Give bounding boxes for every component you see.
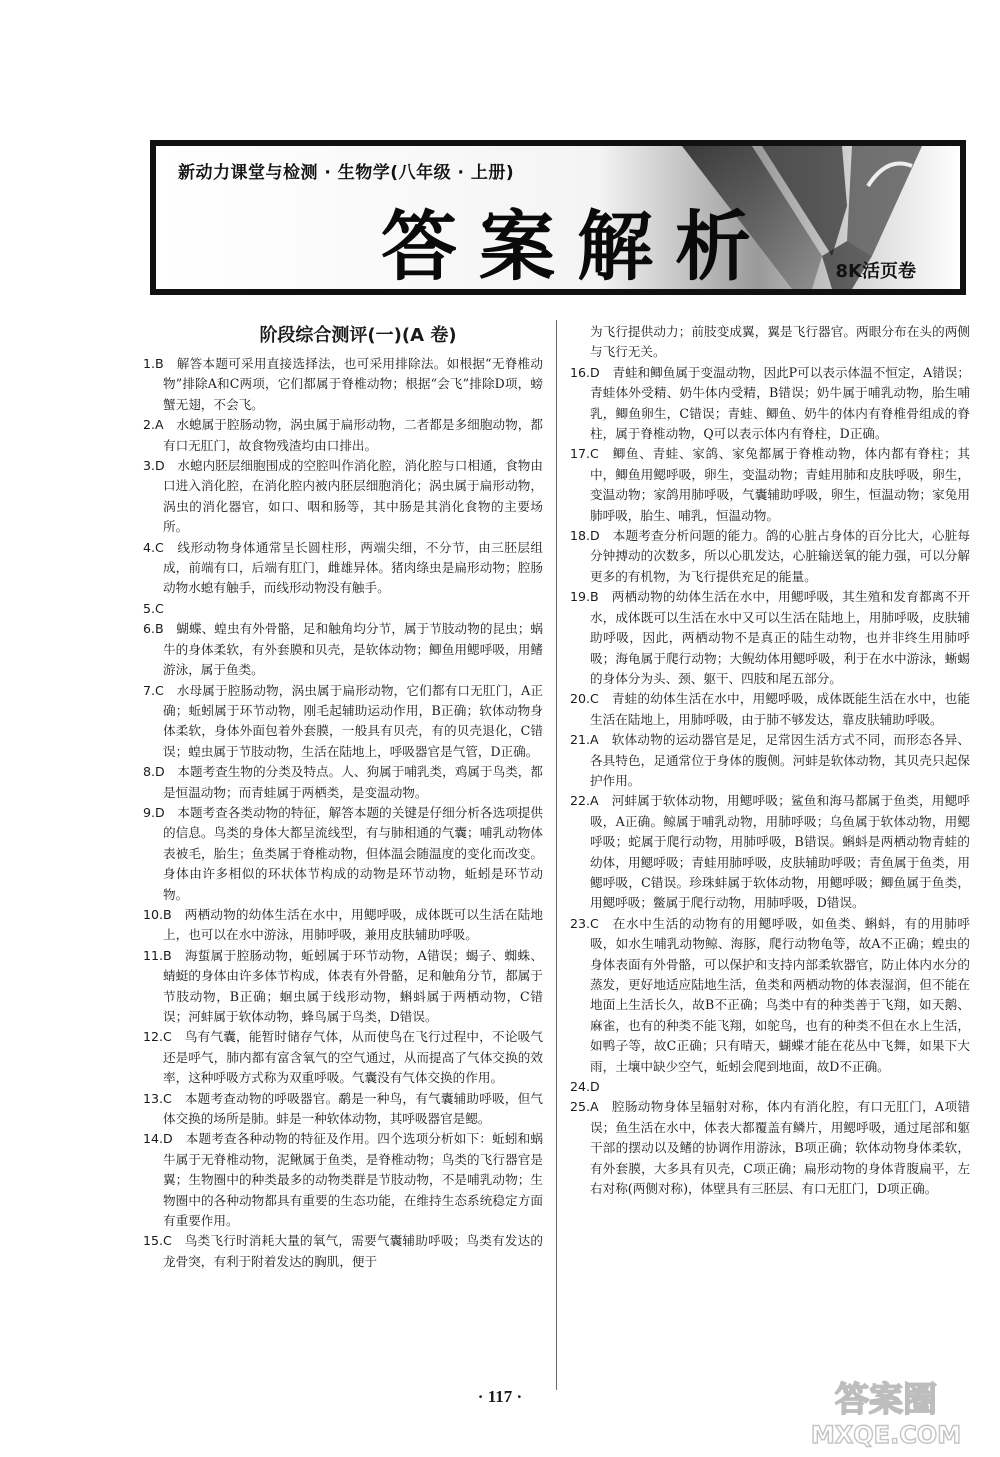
answer-item: 12.C 鸟有气囊，能暂时储存气体，从而使鸟在飞行过程中，不论吸气还是呼气，肺内都有富含氧气的空气通过，从而提高了气体交换的效率，这种呼吸方式称为双重呼吸。气囊没有气体交换的作用。	[143, 1029, 544, 1086]
answer-item: 6.B 蝴蝶、蝗虫有外骨骼，足和触角均分节，属于节肢动物的昆虫；蜗牛的身体柔软，有外套膜和贝壳，是软体动物；鲫鱼用鳃呼吸，用鳍游泳，属于鱼类。	[143, 621, 544, 678]
book-series-title: 新动力课堂与检测 · 生物学(八年级 · 上册)	[178, 163, 515, 183]
left-column	[143, 322, 543, 1272]
answer-item: 17.C 鲫鱼、青蛙、家鸽、家兔都属于脊椎动物，体内都有脊柱；其中，鲫鱼用鳃呼吸，卵生，变温动物；青蛙用肺和皮肤呼吸，卵生，变温动物；家鸽用肺呼吸，气囊辅助呼吸，卵生，恒温动物；家兔用肺呼吸，胎生、哺乳，恒温动物。	[570, 446, 971, 523]
page-number: · 117 ·	[477, 1387, 523, 1406]
answer-item: 16.D 青蛙和鲫鱼属于变温动物，因此P可以表示体温不恒定，A错误；青蛙体外受精、奶牛体内受精，B错误；奶牛属于哺乳动物，胎生哺乳，鲫鱼卵生，C错误；青蛙、鲫鱼、奶牛的体内有脊椎骨组成的脊柱，属于脊椎动物，Q可以表示体内有脊柱，D正确。	[570, 364, 971, 442]
answer-item: 5.C	[143, 600, 164, 616]
answer-item: 20.C 青蛙的幼体生活在水中，用鳃呼吸，成体既能生活在水中，也能生活在陆地上，用肺呼吸，由于肺不够发达，靠皮肤辅助呼吸。	[570, 691, 971, 727]
answer-item: 15.C 鸟类飞行时消耗大量的氧气，需要气囊辅助呼吸；鸟类有发达的龙骨突，有利于附着发达的胸肌，便于	[143, 1233, 544, 1269]
svg-text:答案圈: 答案圈	[835, 1380, 937, 1420]
column-divider	[556, 320, 557, 1390]
answer-item: 11.B 海蜇属于腔肠动物，蚯蚓属于环节动物，A错误；蝎子、蜘蛛、蜻蜓的身体由许多体节构成，体表有外骨骼，足和触角分节，都属于节肢动物，B正确；蛔虫属于线形动物，蝌蚪属于两栖动物，C错误；河蚌属于软体动物，蜂鸟属于鸟类，D错误。	[143, 947, 543, 1024]
answer-item: 25.A 腔肠动物身体呈辐射对称，体内有消化腔，有口无肛门，A项错误；鱼生活在水中，体表大都覆盖有鳞片，用鳃呼吸，通过尾部和躯干部的摆动以及鳍的协调作用游泳，B项正确；软体动物身体柔软，有外套膜，大多具有贝壳，C项正确；扁形动物的身体背腹扁平，左右对称(两侧对称)，体壁具有三胚层、有口无肛门，D项正确。	[570, 1099, 970, 1197]
answer-item: 2.A 水螅属于腔肠动物，涡虫属于扁形动物，二者都是多细胞动物，都有口无肛门，故食物残渣均由口排出。	[143, 417, 544, 453]
format-label: 8K活页卷	[835, 261, 916, 282]
answer-item: 4.C 线形动物身体通常呈长圆柱形，两端尖细，不分节，由三胚层组成，前端有口，后端有肛门，雌雄异体。猪肉绦虫是扁形动物；腔肠动物水螅有触手，而线形动物没有触手。	[143, 539, 544, 596]
right-column	[570, 322, 970, 1199]
answer-item: 23.C 在水中生活的动物有的用鳃呼吸，如鱼类、蝌蚪，有的用肺呼吸，如水生哺乳动物鲸、海豚，爬行动物龟等，故A不正确；蝗虫的身体表面有外骨骼，可以保护和支持内部柔软器官，防止体内水分的蒸发，更好地适应陆地生活，鱼类和两栖动物的体表湿润，但不能在地面上生活长久，故B不正确；鸟类中有的种类善于飞翔，如天鹅、麻雀，也有的种类不能飞翔，如鸵鸟，也有的种类不但在水上生活，如鸭子等，故C正确；只有晴天，蝴蝶才能在花丛中飞舞，如果下大雨，土壤中缺少空气，蚯蚓会爬到地面，故D不正确。	[570, 915, 971, 1074]
answer-item: 22.A 河蚌属于软体动物，用鳃呼吸；鲨鱼和海马都属于鱼类，用鳃呼吸，A正确。鲸属于哺乳动物，用肺呼吸；乌鱼属于软体动物，用鳃呼吸；蛇属于爬行动物，用肺呼吸，B错误。蝌蚪是两栖动物青蛙的幼体，用鳃呼吸；青蛙用肺呼吸，皮肤辅助呼吸；青鱼属于鱼类，用鳃呼吸，C错误。珍珠蚌属于软体动物，用鳃呼吸；鲫鱼属于鱼类，用鳃呼吸；鳖属于爬行动物，用肺呼吸，D错误。	[570, 793, 971, 911]
answer-item: 9.D 本题考查各类动物的特征，解答本题的关键是仔细分析各选项提供的信息。鸟类的身体大都呈流线型，有与肺相通的气囊；哺乳动物体表被毛，胎生；鱼类属于脊椎动物，但体温会随温度的变化而改变。身体由许多相似的环状体节构成的动物是环节动物，蚯蚓是环节动物。	[143, 804, 543, 902]
answer-item: 8.D 本题考查生物的分类及特点。人、狗属于哺乳类，鸡属于鸟类，都是恒温动物；而青蛙属于两栖类，是变温动物。	[143, 764, 543, 800]
answer-item: 10.B 两栖动物的幼体生活在水中，用鳃呼吸，成体既可以生活在陆地上，也可以在水中游泳，用肺呼吸，兼用皮肤辅助呼吸。	[143, 906, 544, 943]
watermark-logo	[786, 1371, 986, 1449]
answer-item: 14.D 本题考查各种动物的特征及作用。四个选项分析如下：蚯蚓和蜗牛属于无脊椎动物，泥鳅属于鱼类，是脊椎动物；鸟类的飞行器官是翼；生物圈中的种类最多的动物类群是节肢动物，不是哺乳动物；生物圈中的各种动物都具有重要的生态功能，在维持生态系统稳定方面有重要作用。	[143, 1131, 544, 1229]
answer-item: 19.B 两栖动物的幼体生活在水中，用鳃呼吸，其生殖和发育都离不开水，成体既可以生活在水中又可以生活在陆地上，用肺呼吸，皮肤辅助呼吸，因此，两栖动物不是真正的陆生动物，也并非终生用肺呼吸；海龟属于爬行动物；大鲵幼体用鳃呼吸，利于在水中游泳，蜥蜴的身体分为头、颈、躯干、四肢和尾五部分。	[570, 589, 971, 686]
answer-item: 7.C 水母属于腔肠动物，涡虫属于扁形动物，它们都有口无肛门，A正确；蚯蚓属于环节动物，刚毛起辅助运动作用，B正确；软体动物身体柔软，身体外面包着外套膜，一般具有贝壳，有的贝壳退化，C错误；蝗虫属于节肢动物，生活在陆地上，呼吸器官是气管，D正确。	[143, 682, 543, 759]
answer-continuation: 为飞行提供动力；前肢变成翼，翼是飞行器官。两眼分布在头的两侧与飞行无关。	[590, 324, 970, 360]
page-title: 答案解析	[381, 202, 773, 291]
answer-item: 3.D 水螅内胚层细胞围成的空腔叫作消化腔，消化腔与口相通，食物由口进入消化腔，在消化腔内被内胚层细胞消化；涡虫属于扁形动物，涡虫的消化器官，如口、咽和肠等，其中肠是其消化食物的主要场所。	[143, 458, 543, 535]
svg-text:MXQE.COM: MXQE.COM	[810, 1421, 962, 1449]
section-title: 阶段综合测评(一)(A 卷)	[259, 325, 457, 346]
answer-item: 21.A 软体动物的运动器官是足，足常因生活方式不同，而形态各异、各具特色，足通常位于身体的腹侧。河蚌是软体动物，其贝壳只起保护作用。	[570, 732, 971, 788]
header-banner	[150, 140, 966, 295]
answer-item: 18.D 本题考查分析问题的能力。鸽的心脏占身体的百分比大，心脏每分钟搏动的次数多，所以心肌发达，心脏输送氧的能力强，可以分解更多的有机物，为飞行提供充足的能量。	[570, 528, 971, 584]
answer-item: 1.B 解答本题可采用直接选择法，也可采用排除法。如根据“无脊椎动物”排除A和C两项，它们都属于脊椎动物；根据“会飞”排除D项，螃蟹无翅，不会飞。	[143, 356, 543, 412]
answer-item: 24.D	[570, 1079, 600, 1095]
answer-item: 13.C 本题考查动物的呼吸器官。鹬是一种鸟，有气囊辅助呼吸，但气体交换的场所是肺。蚌是一种软体动物，其呼吸器官是鳃。	[143, 1090, 544, 1127]
